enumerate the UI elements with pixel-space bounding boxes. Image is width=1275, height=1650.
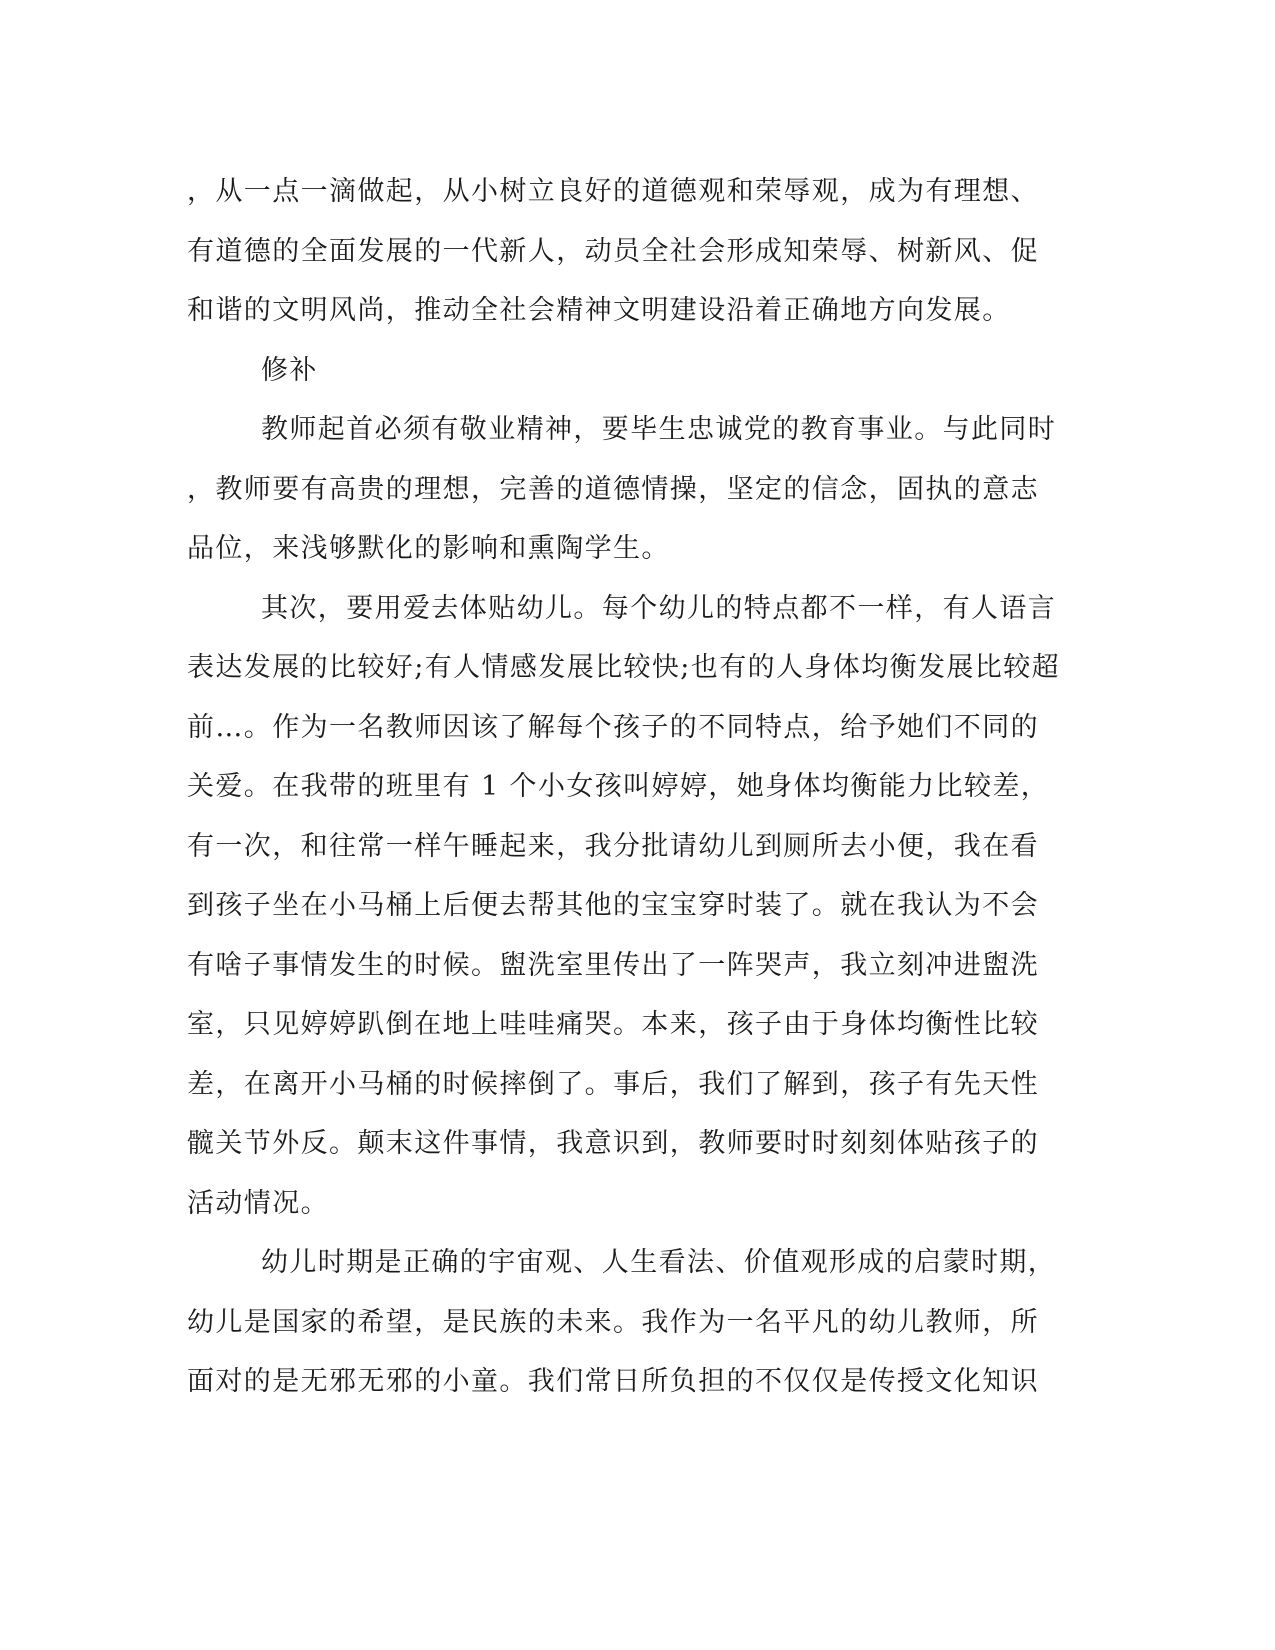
text-line: 表达发展的比较好;有人情感发展比较快;也有的人身体均衡发展比较超 bbox=[187, 652, 1060, 683]
text-line: ，教师要有高贵的理想，完善的道德情操，坚定的信念，固执的意志 bbox=[187, 473, 1039, 505]
text-line: 有道德的全面发展的一代新人，动员全社会形成知荣辱、树新风、促 bbox=[187, 235, 1039, 267]
text-line: 有一次，和往常一样午睡起来，我分批请幼儿到厕所去小便，我在看 bbox=[187, 830, 1039, 862]
text-line: 室，只见婷婷趴倒在地上哇哇痛哭。本来，孩子由于身体均衡性比较 bbox=[187, 1009, 1039, 1040]
text-line: ，从一点一滴做起，从小树立良好的道德观和荣辱观，成为有理想、 bbox=[187, 176, 1039, 207]
text-line: 和谐的文明风尚，推动全社会精神文明建设沿着正确地方向发展。 bbox=[187, 295, 1011, 326]
text-line: 活动情况。 bbox=[187, 1187, 329, 1219]
text-line: 差，在离开小马桶的时候摔倒了。事后，我们了解到，孩子有先天性 bbox=[187, 1068, 1039, 1100]
text-line: 幼儿是国家的希望，是民族的未来。我作为一名平凡的幼儿教师，所 bbox=[187, 1306, 1039, 1338]
text-line: 前…。作为一名教师因该了解每个孩子的不同特点，给予她们不同的 bbox=[187, 711, 1039, 743]
section-heading: 修补 bbox=[261, 354, 318, 386]
document-body bbox=[187, 162, 1067, 1412]
paragraph-start: 其次，要用爱去体贴幼儿。每个幼儿的特点都不一样，有人语言 bbox=[261, 592, 1057, 624]
text-line: 关爱。在我带的班里有 1 个小女孩叫婷婷，她身体均衡能力比较差， bbox=[187, 771, 1050, 802]
text-line: 面对的是无邪无邪的小童。我们常日所负担的不仅仅是传授文化知识 bbox=[187, 1366, 1039, 1397]
text-line: 有啥子事情发生的时候。盥洗室里传出了一阵哭声，我立刻冲进盥洗 bbox=[187, 949, 1039, 981]
text-line: 品位，来浅够默化的影响和熏陶学生。 bbox=[187, 533, 670, 564]
text-line: 到孩子坐在小马桶上后便去帮其他的宝宝穿时装了。就在我认为不会 bbox=[187, 890, 1039, 921]
text-line: 髋关节外反。颠末这件事情，我意识到，教师要时时刻刻体贴孩子的 bbox=[187, 1128, 1039, 1159]
paragraph-start: 教师起首必须有敬业精神，要毕生忠诚党的教育事业。与此同时 bbox=[261, 414, 1057, 445]
paragraph-start: 幼儿时期是正确的宇宙观、人生看法、价值观形成的启蒙时期， bbox=[261, 1247, 1057, 1278]
